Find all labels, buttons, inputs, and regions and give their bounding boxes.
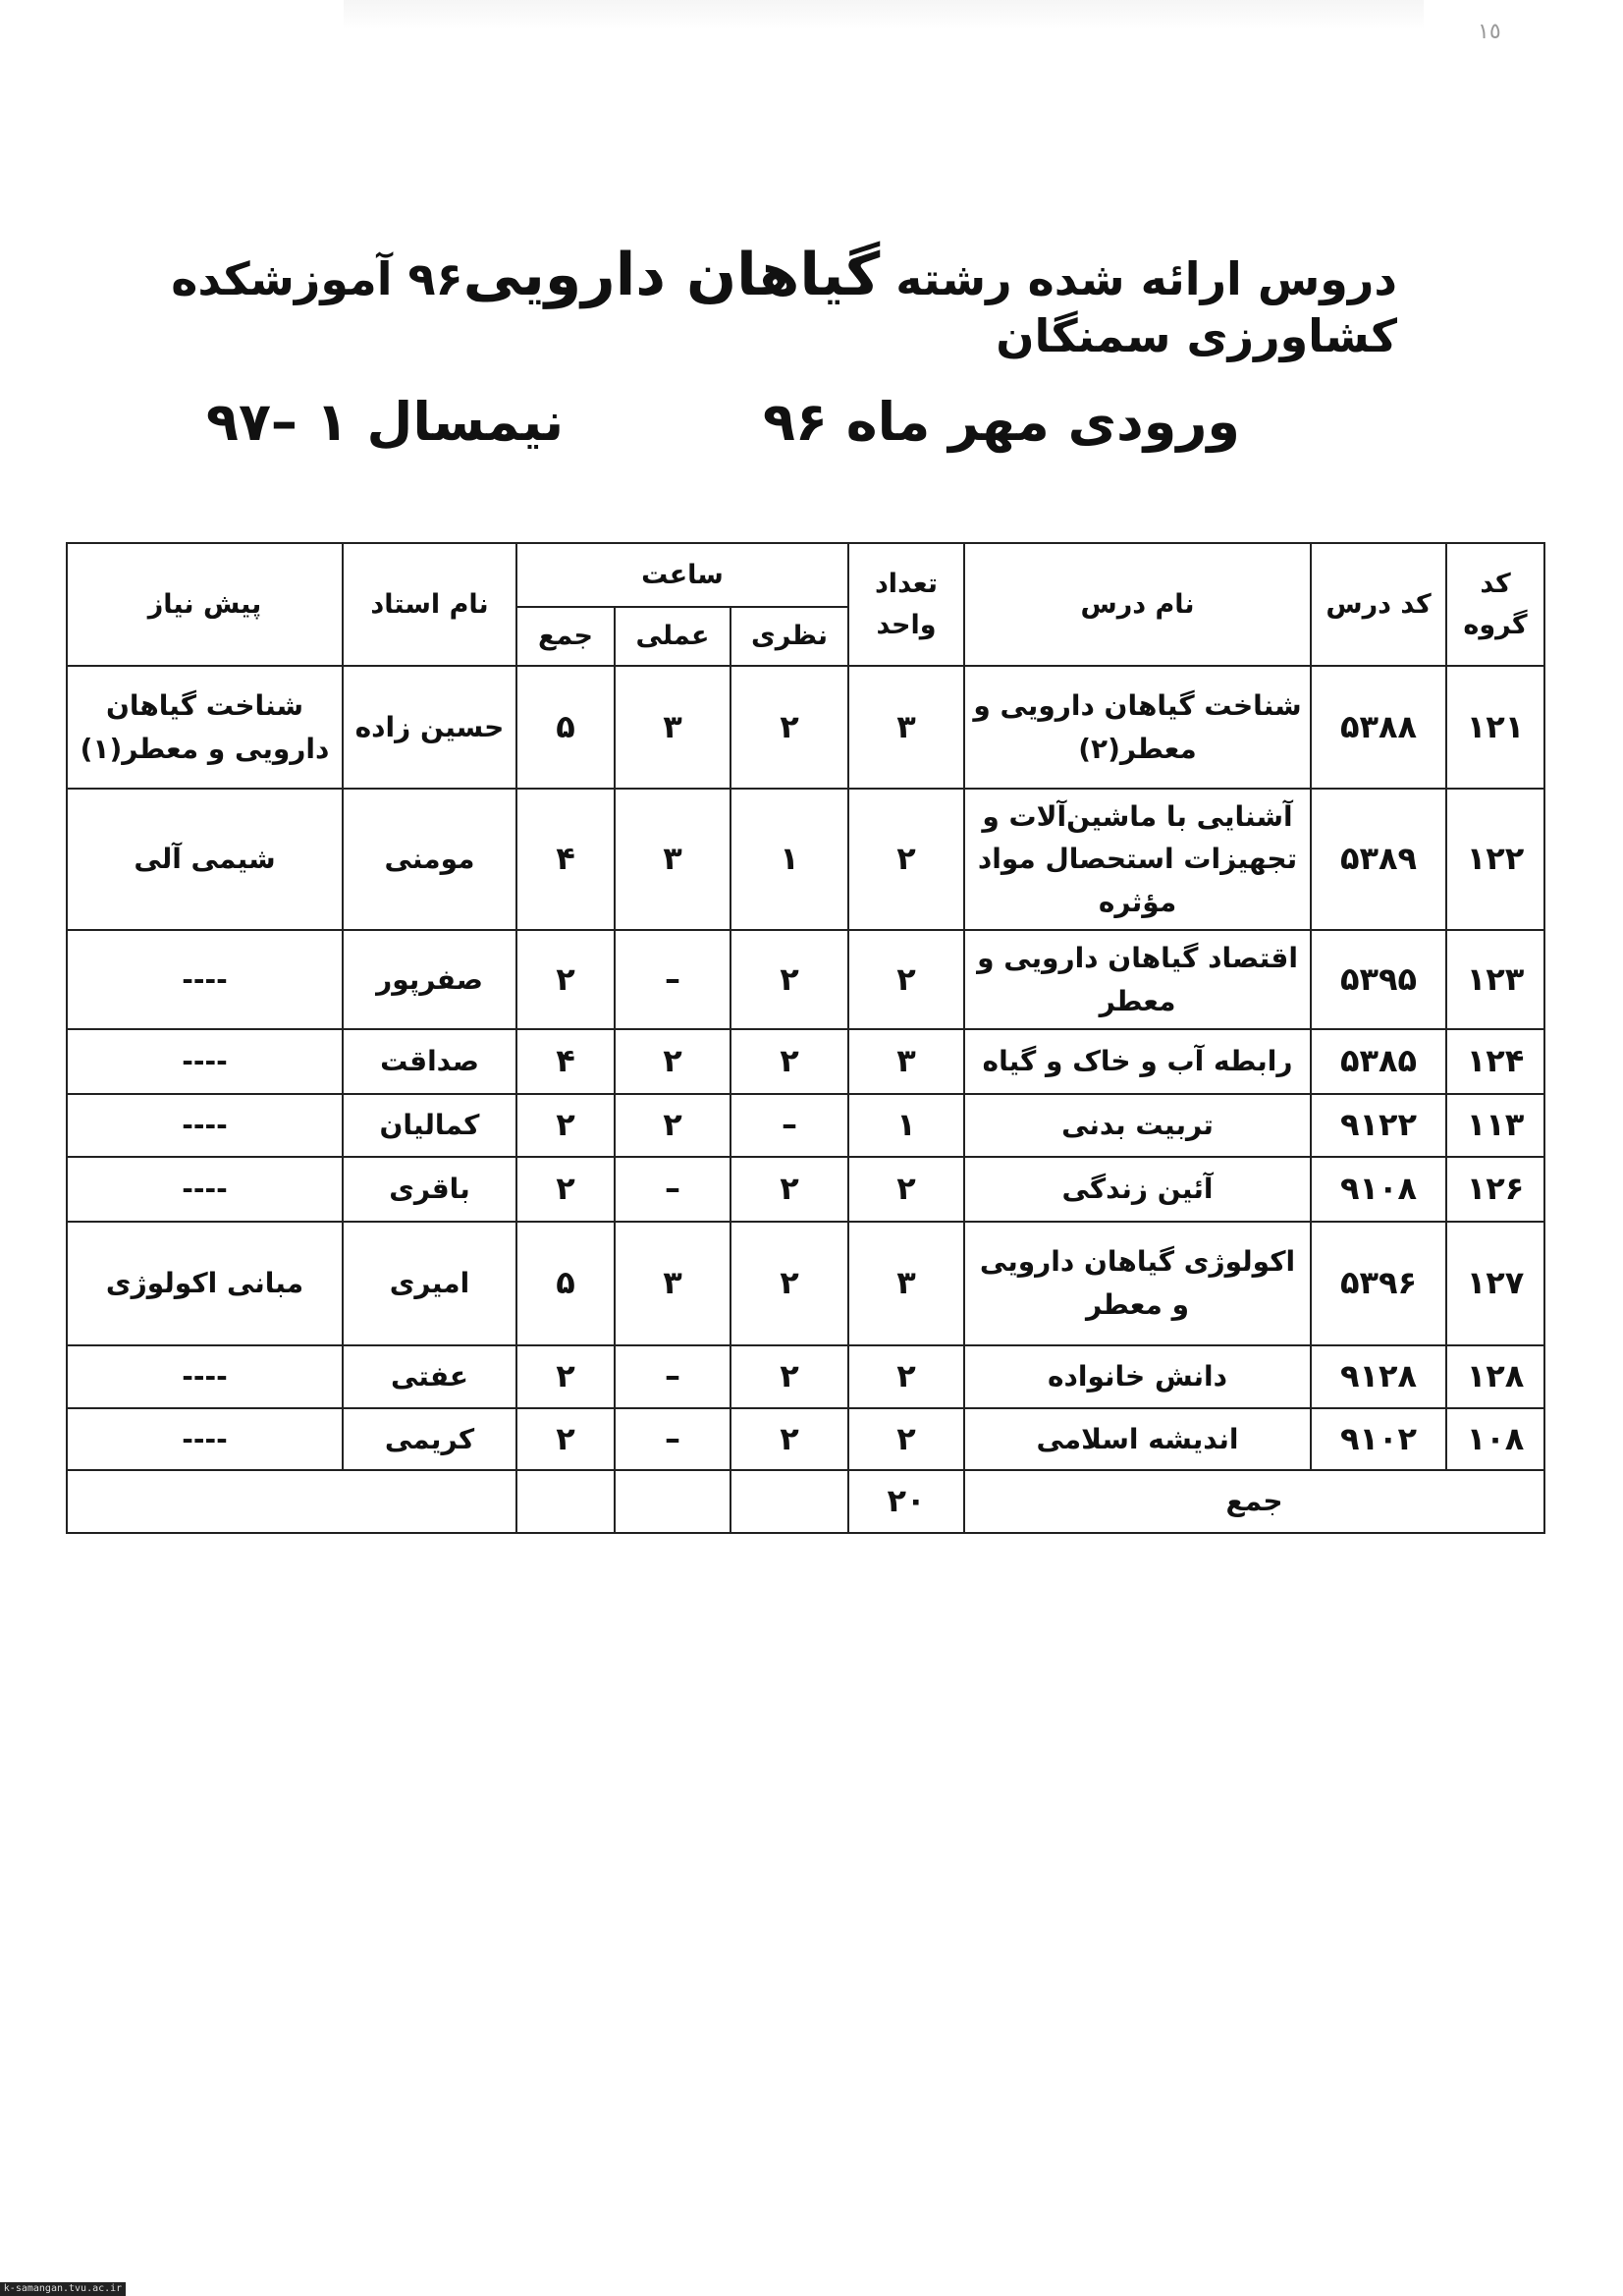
cell-group: ۱۲۷: [1446, 1222, 1544, 1345]
cell-practical: –: [615, 1345, 730, 1408]
cell-prereq: شناخت گیاهان دارویی و معطر(۱): [67, 666, 343, 789]
cell-instructor: مومنی: [343, 789, 516, 930]
cell-name: آشنایی با ماشین‌آلات و تجهیزات استحصال مواد مؤثره: [964, 789, 1311, 930]
cell-practical: –: [615, 930, 730, 1029]
cell-group: ۱۲۱: [1446, 666, 1544, 789]
cell-instructor: حسین زاده: [343, 666, 516, 789]
table-row: [67, 789, 1544, 930]
entry-term: ورودی مهر ماه ۹۶: [762, 391, 1240, 453]
cell-instructor: کمالیان: [343, 1094, 516, 1157]
title-suffix: ۹۶ آموزشکده کشاورزی سمنگان: [171, 252, 1397, 362]
cell-practical: ۲: [615, 1029, 730, 1094]
header-prerequisite: پیش نیاز: [67, 543, 343, 666]
table-row: [67, 666, 1544, 789]
cell-total: ۴: [516, 1029, 615, 1094]
cell-prereq: ----: [67, 1345, 343, 1408]
cell-instructor: عفتی: [343, 1345, 516, 1408]
site-badge: k-samangan.tvu.ac.ir: [0, 2282, 126, 2296]
title-prefix: دروس ارائه شده رشته: [880, 252, 1397, 305]
cell-theory: ۲: [730, 1408, 848, 1471]
cell-total: ۵: [516, 666, 615, 789]
cell-total: ۲: [516, 1157, 615, 1222]
table-footer-row: [67, 1470, 1544, 1533]
header-theory: نظری: [730, 607, 848, 666]
cell-code: ۵۳۹۶: [1311, 1222, 1446, 1345]
cell-theory: ۲: [730, 1157, 848, 1222]
title-field-name: گیاهان دارویی: [462, 241, 881, 309]
cell-prereq: ----: [67, 1094, 343, 1157]
cell-code: ۹۱۰۸: [1311, 1157, 1446, 1222]
header-total: جمع: [516, 607, 615, 666]
cell-units: ۳: [848, 1029, 964, 1094]
cell-code: ۵۳۸۸: [1311, 666, 1446, 789]
header-group-code: کد گروه: [1446, 543, 1544, 666]
table-row: [67, 1157, 1544, 1222]
cell-group: ۱۲۸: [1446, 1345, 1544, 1408]
cell-prereq: ----: [67, 1408, 343, 1471]
page-number-mark: ١٥: [1478, 20, 1501, 44]
cell-practical: ۲: [615, 1094, 730, 1157]
cell-instructor: صداقت: [343, 1029, 516, 1094]
cell-units: ۲: [848, 1408, 964, 1471]
cell-units: ۲: [848, 1157, 964, 1222]
cell-group: ۱۲۶: [1446, 1157, 1544, 1222]
header-hours: ساعت: [516, 543, 848, 607]
cell-total: ۴: [516, 789, 615, 930]
header-units: تعداد واحد: [848, 543, 964, 666]
cell-total: ۵: [516, 1222, 615, 1345]
cell-units: ۳: [848, 1222, 964, 1345]
cell-theory: ۲: [730, 1345, 848, 1408]
cell-group: ۱۰۸: [1446, 1408, 1544, 1471]
cell-prereq: ----: [67, 1157, 343, 1222]
table-row: [67, 1094, 1544, 1157]
table-row: [67, 1345, 1544, 1408]
cell-theory: ۲: [730, 930, 848, 1029]
cell-code: ۵۳۸۹: [1311, 789, 1446, 930]
cell-code: ۵۳۹۵: [1311, 930, 1446, 1029]
cell-practical: ۳: [615, 666, 730, 789]
footer-empty-cell: [615, 1470, 730, 1533]
header-course-name: نام درس: [964, 543, 1311, 666]
cell-group: ۱۱۳: [1446, 1094, 1544, 1157]
cell-theory: –: [730, 1094, 848, 1157]
cell-units: ۲: [848, 789, 964, 930]
cell-name: اقتصاد گیاهان دارویی و معطر: [964, 930, 1311, 1029]
cell-name: دانش خانواده: [964, 1345, 1311, 1408]
cell-practical: –: [615, 1157, 730, 1222]
cell-total: ۲: [516, 1094, 615, 1157]
table-row: [67, 1029, 1544, 1094]
cell-name: اندیشه اسلامی: [964, 1408, 1311, 1471]
table-row: [67, 930, 1544, 1029]
cell-prereq: ----: [67, 1029, 343, 1094]
cell-group: ۱۲۳: [1446, 930, 1544, 1029]
footer-total-units: ۲۰: [848, 1470, 964, 1533]
cell-practical: –: [615, 1408, 730, 1471]
cell-code: ۹۱۲۲: [1311, 1094, 1446, 1157]
footer-empty-cell: [730, 1470, 848, 1533]
cell-code: ۹۱۰۲: [1311, 1408, 1446, 1471]
table-row: [67, 1408, 1544, 1471]
cell-practical: ۳: [615, 1222, 730, 1345]
cell-units: ۳: [848, 666, 964, 789]
document-title: [62, 241, 1397, 362]
cell-total: ۲: [516, 930, 615, 1029]
courses-table: [66, 542, 1545, 1534]
cell-theory: ۲: [730, 1222, 848, 1345]
cell-name: رابطه آب و خاک و گیاه: [964, 1029, 1311, 1094]
cell-theory: ۱: [730, 789, 848, 930]
footer-total-label: جمع: [964, 1470, 1544, 1533]
footer-empty-cell: [67, 1470, 516, 1533]
table-row: [67, 1222, 1544, 1345]
cell-total: ۲: [516, 1345, 615, 1408]
cell-group: ۱۲۲: [1446, 789, 1544, 930]
cell-units: ۱: [848, 1094, 964, 1157]
cell-total: ۲: [516, 1408, 615, 1471]
header-practical: عملی: [615, 607, 730, 666]
cell-code: ۹۱۲۸: [1311, 1345, 1446, 1408]
cell-prereq: مبانی اکولوژی: [67, 1222, 343, 1345]
cell-instructor: امیری: [343, 1222, 516, 1345]
cell-group: ۱۲۴: [1446, 1029, 1544, 1094]
cell-instructor: کریمی: [343, 1408, 516, 1471]
cell-code: ۵۳۸۵: [1311, 1029, 1446, 1094]
semester-label: نیمسال ۱ –۹۷: [206, 391, 565, 453]
cell-theory: ۲: [730, 666, 848, 789]
cell-prereq: شیمی آلی: [67, 789, 343, 930]
header-instructor: نام استاد: [343, 543, 516, 666]
cell-name: آئین زندگی: [964, 1157, 1311, 1222]
cell-theory: ۲: [730, 1029, 848, 1094]
scan-smudge: [344, 0, 1424, 29]
cell-units: ۲: [848, 1345, 964, 1408]
cell-practical: ۳: [615, 789, 730, 930]
footer-empty-cell: [516, 1470, 615, 1533]
header-course-code: کد درس: [1311, 543, 1446, 666]
cell-units: ۲: [848, 930, 964, 1029]
cell-instructor: صفرپور: [343, 930, 516, 1029]
cell-instructor: باقری: [343, 1157, 516, 1222]
cell-name: شناخت گیاهان دارویی و معطر(۲): [964, 666, 1311, 789]
cell-name: تربیت بدنی: [964, 1094, 1311, 1157]
cell-name: اکولوژی گیاهان دارویی و معطر: [964, 1222, 1311, 1345]
cell-prereq: ----: [67, 930, 343, 1029]
